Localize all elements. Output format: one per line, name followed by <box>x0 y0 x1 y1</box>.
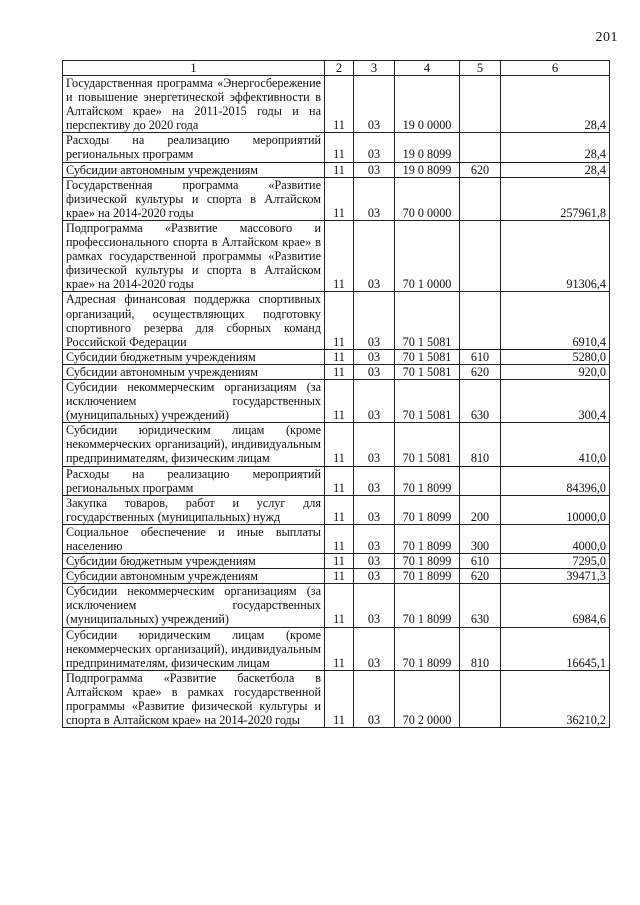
row-expense-type <box>460 133 501 162</box>
row-expense-type <box>460 670 501 727</box>
row-amount: 16645,1 <box>501 627 610 670</box>
row-section: 11 <box>325 627 354 670</box>
table-row <box>63 627 610 670</box>
row-expense-type: 810 <box>460 423 501 466</box>
table-row <box>63 220 610 291</box>
row-target-article: 70 1 8099 <box>395 495 460 524</box>
row-section: 11 <box>325 379 354 422</box>
table-row <box>63 292 610 349</box>
row-subsection: 03 <box>354 524 395 553</box>
row-amount: 7295,0 <box>501 554 610 569</box>
row-section: 11 <box>325 584 354 627</box>
column-header-amount: 6 <box>501 61 610 76</box>
row-name: Субсидии автономным учреждениям <box>63 162 325 177</box>
page-number: 201 <box>595 30 618 45</box>
row-amount: 6984,6 <box>501 584 610 627</box>
row-expense-type: 610 <box>460 554 501 569</box>
row-expense-type: 620 <box>460 162 501 177</box>
row-target-article: 70 0 0000 <box>395 177 460 220</box>
row-amount: 920,0 <box>501 364 610 379</box>
row-subsection: 03 <box>354 349 395 364</box>
row-target-article: 70 1 8099 <box>395 627 460 670</box>
row-name: Закупка товаров, работ и услуг для государственных (муниципальных) нужд <box>63 495 325 524</box>
row-section: 11 <box>325 220 354 291</box>
row-amount: 36210,2 <box>501 670 610 727</box>
table-row <box>63 466 610 495</box>
row-expense-type <box>460 76 501 133</box>
row-section: 11 <box>325 670 354 727</box>
row-expense-type: 630 <box>460 584 501 627</box>
column-header-target-article: 4 <box>395 61 460 76</box>
row-expense-type <box>460 466 501 495</box>
row-section: 11 <box>325 423 354 466</box>
table-row <box>63 554 610 569</box>
row-section: 11 <box>325 162 354 177</box>
table-row <box>63 177 610 220</box>
row-subsection: 03 <box>354 133 395 162</box>
row-section: 11 <box>325 292 354 349</box>
row-amount: 91306,4 <box>501 220 610 291</box>
row-expense-type: 620 <box>460 364 501 379</box>
row-expense-type: 630 <box>460 379 501 422</box>
row-subsection: 03 <box>354 76 395 133</box>
row-subsection: 03 <box>354 495 395 524</box>
row-expense-type <box>460 177 501 220</box>
row-name: Субсидии бюджетным учреждениям <box>63 554 325 569</box>
row-target-article: 70 1 5081 <box>395 364 460 379</box>
row-subsection: 03 <box>354 627 395 670</box>
row-subsection: 03 <box>354 364 395 379</box>
column-header-subsection: 3 <box>354 61 395 76</box>
row-subsection: 03 <box>354 220 395 291</box>
row-name: Расходы на реализацию мероприятий региональных программ <box>63 466 325 495</box>
row-target-article: 70 1 8099 <box>395 524 460 553</box>
row-target-article: 70 1 5081 <box>395 349 460 364</box>
row-name: Социальное обеспечение и иные выплаты населению <box>63 524 325 553</box>
row-expense-type <box>460 220 501 291</box>
row-name: Подпрограмма «Развитие баскетбола в Алтайском крае» в рамках государственной программы «Развитие физической культуры и спорта в Алтайском крае» на 2014-2020 годы <box>63 670 325 727</box>
row-section: 11 <box>325 177 354 220</box>
row-expense-type <box>460 292 501 349</box>
table-header <box>63 61 610 76</box>
table-row <box>63 524 610 553</box>
row-name: Адресная финансовая поддержка спортивных организаций, осуществляющих подготовку спортивного резерва для сборных команд Российской Федерации <box>63 292 325 349</box>
table-row <box>63 133 610 162</box>
row-name: Субсидии юридическим лицам (кроме некоммерческих организаций), индивидуальным предпринимателям, физическим лицам <box>63 423 325 466</box>
row-amount: 39471,3 <box>501 569 610 584</box>
row-subsection: 03 <box>354 292 395 349</box>
column-header-section: 2 <box>325 61 354 76</box>
row-target-article: 19 0 8099 <box>395 162 460 177</box>
table-row <box>63 349 610 364</box>
row-subsection: 03 <box>354 584 395 627</box>
row-amount: 28,4 <box>501 133 610 162</box>
row-name: Подпрограмма «Развитие массового и профессионального спорта в Алтайском крае» в рамках государственной программы «Развитие физической культуры и спорта в Алтайском крае» на 2014-2020 годы <box>63 220 325 291</box>
row-amount: 4000,0 <box>501 524 610 553</box>
row-section: 11 <box>325 133 354 162</box>
row-target-article: 70 1 8099 <box>395 584 460 627</box>
row-subsection: 03 <box>354 466 395 495</box>
table-row <box>63 569 610 584</box>
table-row <box>63 584 610 627</box>
table-body <box>63 76 610 728</box>
row-expense-type: 200 <box>460 495 501 524</box>
row-section: 11 <box>325 76 354 133</box>
row-amount: 5280,0 <box>501 349 610 364</box>
row-name: Субсидии юридическим лицам (кроме некоммерческих организаций), индивидуальным предпринимателям, физическим лицам <box>63 627 325 670</box>
row-target-article: 19 0 8099 <box>395 133 460 162</box>
row-expense-type: 300 <box>460 524 501 553</box>
row-section: 11 <box>325 466 354 495</box>
row-expense-type: 610 <box>460 349 501 364</box>
row-subsection: 03 <box>354 569 395 584</box>
row-expense-type: 620 <box>460 569 501 584</box>
row-target-article: 19 0 0000 <box>395 76 460 133</box>
row-amount: 84396,0 <box>501 466 610 495</box>
table-row <box>63 162 610 177</box>
row-subsection: 03 <box>354 670 395 727</box>
column-header-expense-type: 5 <box>460 61 501 76</box>
row-subsection: 03 <box>354 177 395 220</box>
row-section: 11 <box>325 364 354 379</box>
table-row <box>63 495 610 524</box>
row-target-article: 70 1 8099 <box>395 466 460 495</box>
row-target-article: 70 1 5081 <box>395 292 460 349</box>
row-section: 11 <box>325 569 354 584</box>
row-expense-type: 810 <box>460 627 501 670</box>
row-section: 11 <box>325 524 354 553</box>
table-row <box>63 76 610 133</box>
row-amount: 6910,4 <box>501 292 610 349</box>
row-amount: 300,4 <box>501 379 610 422</box>
row-amount: 10000,0 <box>501 495 610 524</box>
row-amount: 257961,8 <box>501 177 610 220</box>
row-name: Субсидии автономным учреждениям <box>63 364 325 379</box>
table-row <box>63 423 610 466</box>
row-name: Субсидии некоммерческим организациям (за исключением государственных (муниципальных) учреждений) <box>63 379 325 422</box>
row-name: Субсидии автономным учреждениям <box>63 569 325 584</box>
row-target-article: 70 1 0000 <box>395 220 460 291</box>
row-amount: 28,4 <box>501 162 610 177</box>
row-amount: 28,4 <box>501 76 610 133</box>
table-row <box>63 670 610 727</box>
row-target-article: 70 1 8099 <box>395 554 460 569</box>
row-subsection: 03 <box>354 162 395 177</box>
row-target-article: 70 1 8099 <box>395 569 460 584</box>
row-section: 11 <box>325 349 354 364</box>
row-subsection: 03 <box>354 423 395 466</box>
budget-table <box>62 60 610 728</box>
table-row <box>63 364 610 379</box>
row-name: Субсидии некоммерческим организациям (за исключением государственных (муниципальных) учреждений) <box>63 584 325 627</box>
row-name: Государственная программа «Энергосбережение и повышение энергетической эффективности в Алтайском крае» на 2011-2015 годы и на перспективу до 2020 года <box>63 76 325 133</box>
row-subsection: 03 <box>354 379 395 422</box>
row-name: Субсидии бюджетным учреждениям <box>63 349 325 364</box>
row-target-article: 70 2 0000 <box>395 670 460 727</box>
row-amount: 410,0 <box>501 423 610 466</box>
table-row <box>63 379 610 422</box>
row-target-article: 70 1 5081 <box>395 379 460 422</box>
header-row <box>63 61 610 76</box>
column-header-name: 1 <box>63 61 325 76</box>
row-section: 11 <box>325 554 354 569</box>
row-subsection: 03 <box>354 554 395 569</box>
row-name: Государственная программа «Развитие физической культуры и спорта в Алтайском крае» на 2014-2020 годы <box>63 177 325 220</box>
row-section: 11 <box>325 495 354 524</box>
row-target-article: 70 1 5081 <box>395 423 460 466</box>
row-name: Расходы на реализацию мероприятий региональных программ <box>63 133 325 162</box>
